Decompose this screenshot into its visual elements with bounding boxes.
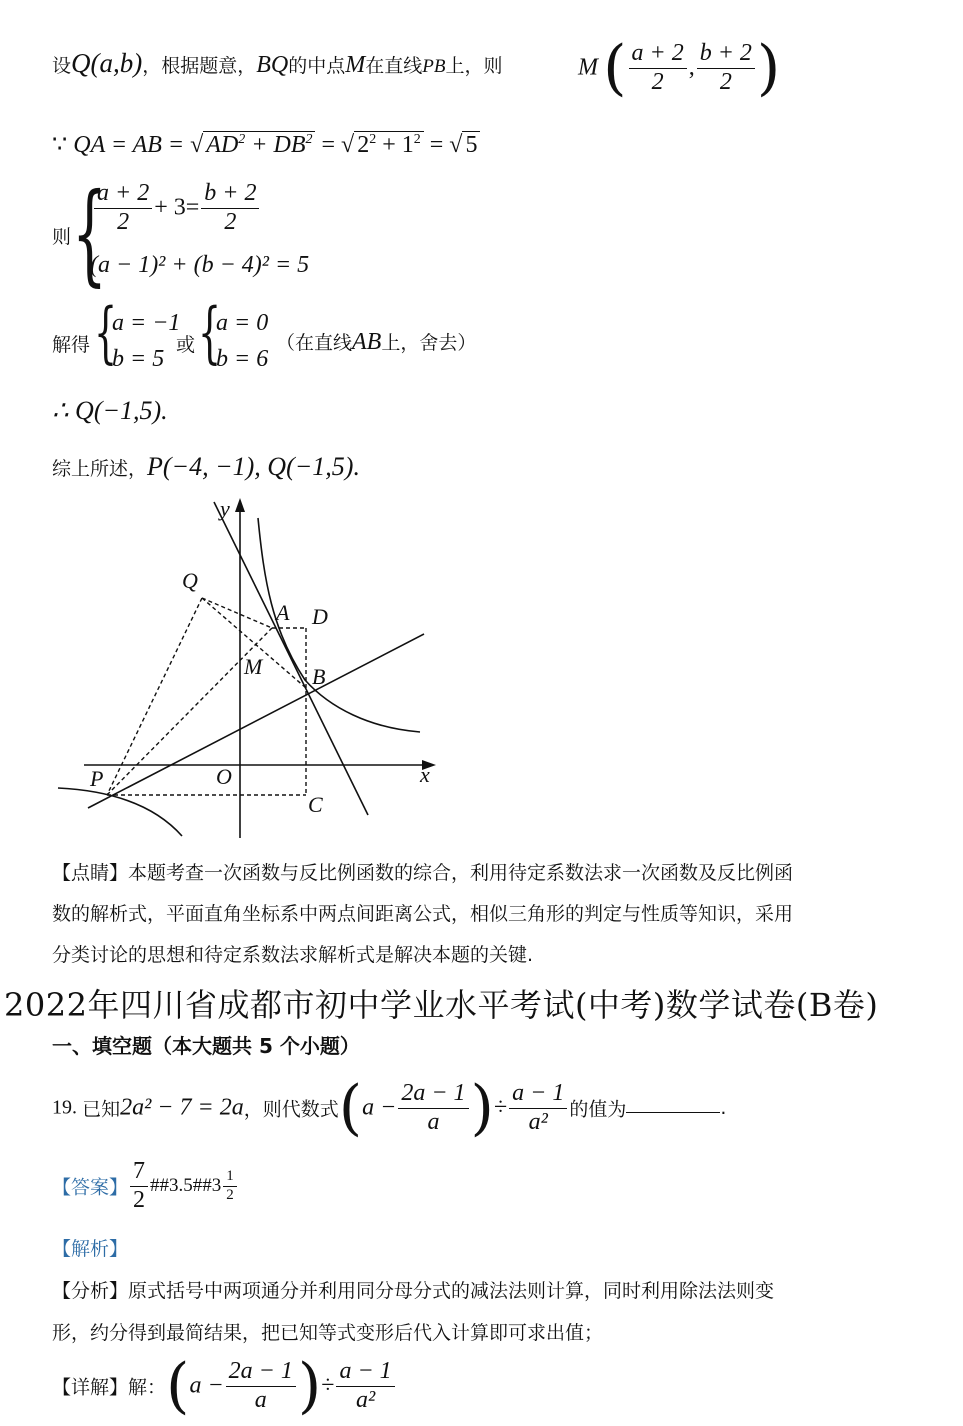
or-text: 或 (176, 334, 196, 356)
answer-alternatives: ##3.5##3 (150, 1175, 222, 1197)
brace-icon: { (198, 294, 222, 371)
equals: = (429, 132, 444, 158)
text: . (720, 1097, 727, 1119)
xiangjie-label: 【详解】解： (52, 1376, 167, 1399)
term: + 1 (382, 132, 414, 158)
label-o: O (216, 764, 232, 789)
term: + 3= (154, 194, 200, 221)
fraction (130, 1158, 148, 1214)
numerator: 1 (223, 1168, 237, 1186)
line-ab (214, 502, 368, 815)
xiangjie-line (52, 1351, 397, 1421)
summary-line (52, 452, 360, 482)
answer-blank (626, 1092, 720, 1113)
fraction (398, 1080, 468, 1136)
system-label: 则 (52, 226, 72, 248)
fraction (94, 180, 152, 236)
answer-line (52, 1158, 239, 1214)
equals: = (321, 132, 336, 158)
fraction (226, 1358, 296, 1414)
math-eq: 2a² − 7 = 2a (120, 1094, 244, 1121)
fenxi-line2: 形，约分得到最简结果，把已知等式变形后代入计算即可求出值； (52, 1322, 604, 1344)
numerator: a − 1 (509, 1080, 567, 1109)
paren-right: ) (297, 1351, 322, 1421)
dianjing-line2: 数的解析式，平面直角坐标系中两点间距离公式，相似三角形的判定与性质等知识，采用 (52, 903, 794, 925)
math-m2: M (578, 54, 598, 81)
denominator: 2 (224, 208, 237, 235)
exponent: 2 (369, 132, 377, 147)
system-eq2: (a − 1)² + (b − 4)² = 5 (90, 252, 310, 278)
paren-left: ( (338, 1073, 363, 1143)
exam-title: 2022年四川省成都市初中学业水平考试(中考)数学试卷(B卷) (4, 986, 879, 1024)
fraction (509, 1080, 567, 1136)
math-pb: PB (422, 56, 446, 77)
text: （在直线 (276, 332, 353, 354)
label-y: y (220, 496, 230, 521)
fraction (697, 40, 755, 96)
radicand: 5 (462, 131, 480, 159)
label-m: M (244, 654, 263, 679)
denominator: 2 (226, 1186, 234, 1203)
term: AD (206, 132, 239, 158)
label-c: C (308, 792, 323, 817)
math-ab: AB (352, 329, 382, 355)
exponent: 2 (238, 132, 246, 147)
numerator: b + 2 (697, 40, 755, 69)
line-qa-ab: ∵ QA = AB = √ $AD^2 + DB^2$ = √ $2^2 + 1^2$ = √ 5 (52, 130, 480, 159)
because-symbol: ∵ (52, 132, 68, 158)
text: 已知 (82, 1098, 121, 1121)
comma: , (688, 54, 695, 81)
section-title: 一、填空题（本大题共 5 个小题） (52, 1034, 360, 1058)
math-q: Q(a,b) (71, 48, 143, 78)
denominator: a² (355, 1386, 376, 1413)
solution-1a: a = −1 (112, 310, 181, 336)
numerator: a + 2 (94, 180, 152, 209)
term: + DB (251, 132, 306, 158)
denominator: 2 (117, 208, 130, 235)
paren-right: ) (756, 33, 781, 103)
solution-2a: a = 0 (216, 310, 269, 336)
math-bq: BQ (256, 52, 289, 78)
solution-label: 解得 (52, 334, 91, 356)
math-m: M (345, 52, 366, 78)
question-19 (52, 1073, 727, 1143)
brace-icon: { (94, 294, 118, 371)
fraction (201, 180, 259, 236)
denominator: 2 (651, 68, 664, 95)
term: 2 (357, 132, 370, 158)
fraction (336, 1358, 394, 1414)
label-d: D (312, 604, 328, 629)
denominator: a (254, 1386, 267, 1413)
line-set-q (52, 48, 503, 79)
numerator: b + 2 (201, 180, 259, 209)
term: a − (362, 1094, 397, 1121)
label-b: B (312, 664, 326, 689)
label-q: Q (182, 568, 198, 593)
denominator: a (427, 1108, 440, 1135)
text: 在直线 (365, 55, 423, 77)
text: 的中点 (288, 55, 346, 77)
y-arrow-icon (235, 498, 245, 512)
dianjing-line3: 分类讨论的思想和待定系数法求解析式是解决本题的关键. (52, 944, 534, 966)
m-coordinates (578, 33, 781, 103)
text: 的值为 (569, 1098, 627, 1121)
text: 综上所述， (52, 458, 148, 480)
divide: ÷ (493, 1094, 508, 1121)
solution-note (276, 328, 476, 356)
text: 设 (52, 55, 72, 77)
brace-icon: { (72, 169, 107, 297)
fraction (629, 40, 687, 96)
exponent: 2 (305, 132, 313, 147)
answer-label: 【答案】 (52, 1176, 129, 1199)
label-x: x (420, 762, 430, 787)
fenxi-line1: 【分析】原式括号中两项通分并利用同分母分式的减法法则计算，同时利用除法法则变 (52, 1280, 775, 1302)
label-a: A (276, 600, 290, 625)
denominator: a² (528, 1108, 548, 1135)
label-p: P (90, 766, 104, 791)
numerator: a + 2 (629, 40, 687, 69)
numerator: a − 1 (336, 1358, 394, 1387)
radicand (203, 131, 315, 159)
fraction (223, 1168, 237, 1204)
text: ，则代数式 (243, 1098, 339, 1121)
text: ，根据题意， (142, 55, 257, 77)
jiexi-label: 【解析】 (52, 1238, 129, 1260)
therefore-line: ∴ Q(−1,5). (52, 396, 168, 425)
numerator: 7 (130, 1158, 148, 1187)
dianjing-line1: 【点睛】本题考查一次函数与反比例函数的综合，利用待定系数法求一次函数及反比例函 (52, 862, 794, 884)
solution-1b: b = 5 (112, 346, 165, 372)
exponent: 2 (413, 132, 421, 147)
question-number: 19. (52, 1096, 77, 1119)
radicand (354, 131, 424, 159)
math-summary: P(−4, −1), Q(−1,5). (147, 452, 360, 481)
denominator: 2 (133, 1186, 146, 1213)
coordinate-figure (50, 490, 450, 850)
paren-left: ( (166, 1351, 190, 1421)
paren-right: ) (470, 1073, 494, 1143)
system-eq1 (92, 180, 261, 236)
dashed-qa (202, 598, 272, 628)
numerator: 2a − 1 (226, 1358, 296, 1387)
hyperbola-branch (258, 518, 420, 732)
term: a − (189, 1372, 224, 1399)
denominator: 2 (719, 68, 732, 95)
text: 上，则 (445, 55, 503, 77)
text: 上，舍去） (381, 332, 477, 354)
divide: ÷ (321, 1372, 335, 1399)
math-expr: QA = AB = (73, 132, 185, 158)
paren-left: ( (603, 33, 627, 103)
numerator: 2a − 1 (398, 1080, 468, 1109)
solution-2b: b = 6 (216, 346, 269, 372)
